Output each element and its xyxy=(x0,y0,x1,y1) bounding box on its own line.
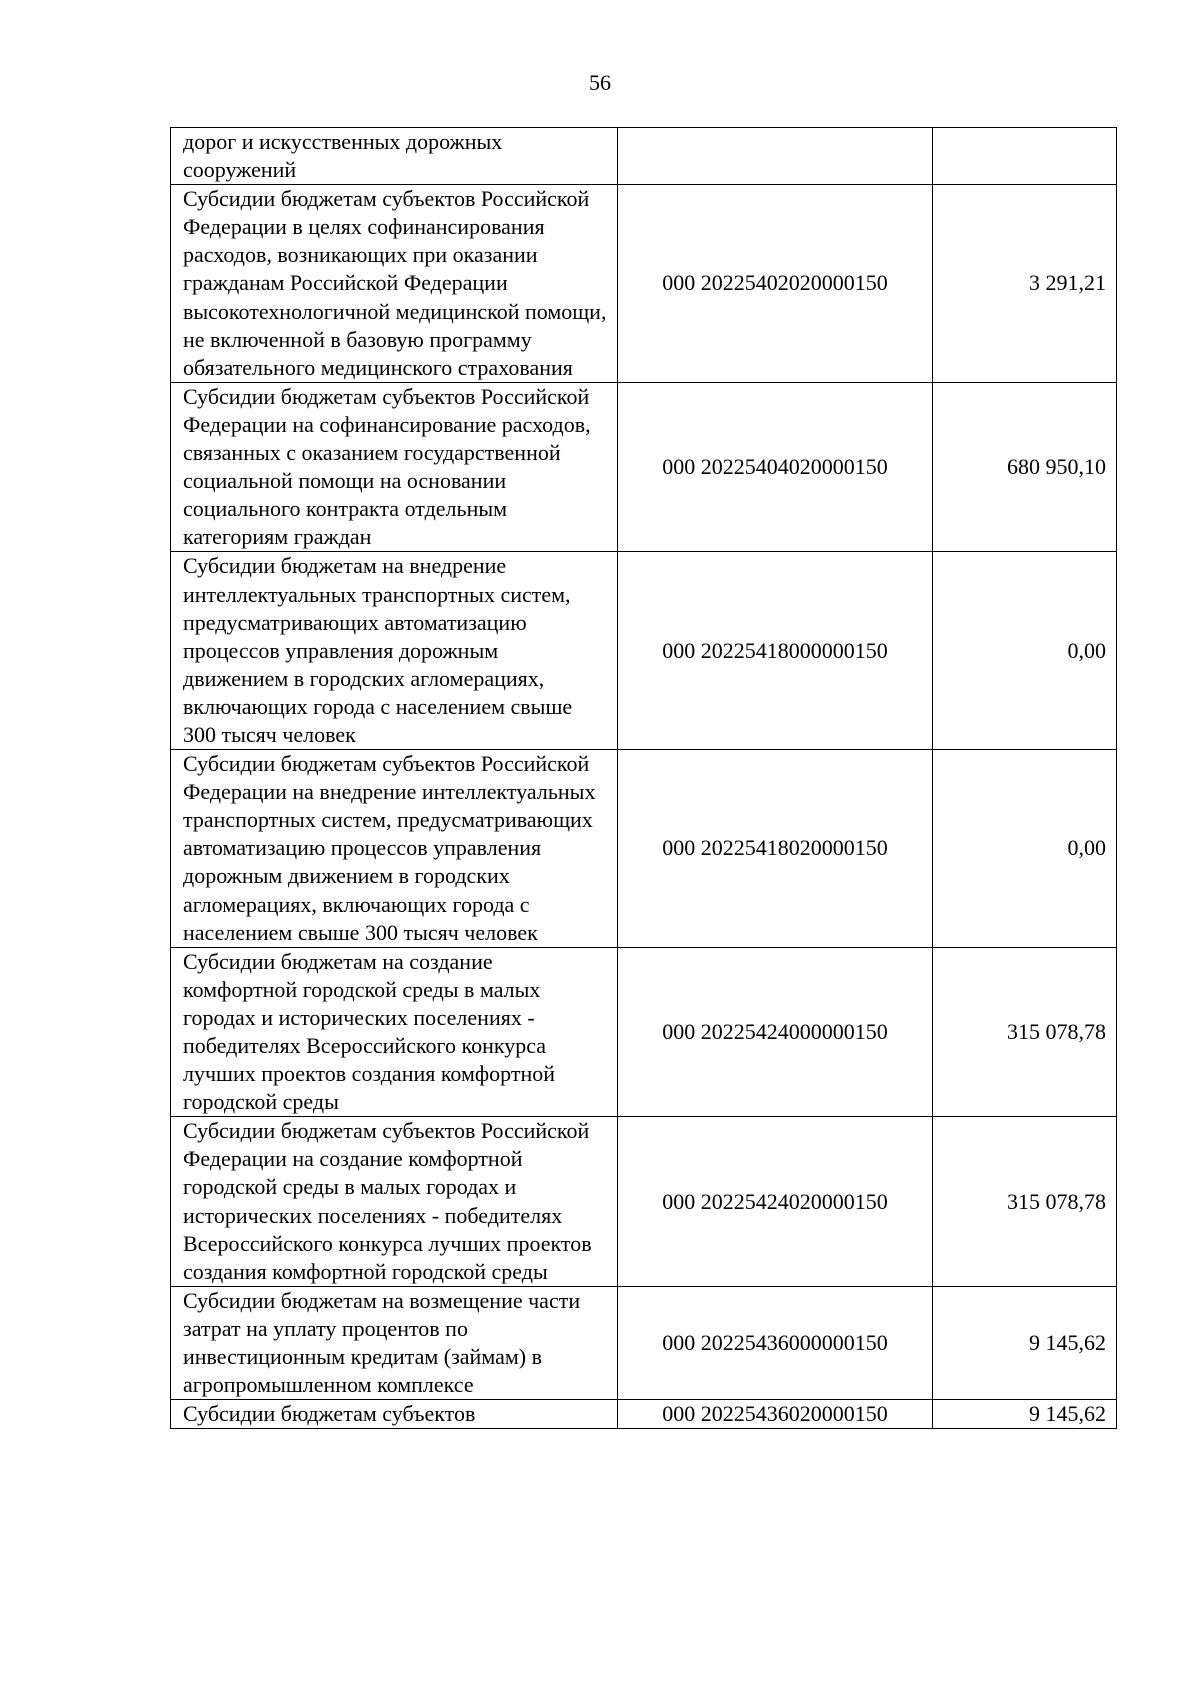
row-code: 000 20225418020000150 xyxy=(618,750,933,948)
row-code: 000 20225402020000150 xyxy=(618,185,933,383)
table-row xyxy=(171,1400,1117,1429)
row-code: 000 20225424000000150 xyxy=(618,947,933,1117)
table-row xyxy=(171,552,1117,750)
table-row xyxy=(171,185,1117,383)
row-description: Субсидии бюджетам на внедрение интеллектуальных транспортных систем, предусматривающих автоматизацию процессов управления дорожным движением в городских агломерациях, включающих города с населением свыше 300 тысяч человек xyxy=(171,552,618,750)
row-code: 000 20225418000000150 xyxy=(618,552,933,750)
row-code: 000 20225436020000150 xyxy=(618,1400,933,1429)
row-amount: 9 145,62 xyxy=(933,1286,1117,1399)
row-amount: 9 145,62 xyxy=(933,1400,1117,1429)
table-row xyxy=(171,382,1117,552)
row-code: 000 20225404020000150 xyxy=(618,382,933,552)
row-description: Субсидии бюджетам субъектов Российской Федерации на софинансирование расходов, связанных с оказанием государственной социальной помощи на основании социального контракта отдельным категориям граждан xyxy=(171,382,618,552)
row-description: Субсидии бюджетам на возмещение части затрат на уплату процентов по инвестиционным кредитам (займам) в агропромышленном комплексе xyxy=(171,1286,618,1399)
row-description: Субсидии бюджетам субъектов Российской Федерации на создание комфортной городской среды в малых городах и исторических поселениях - победителях Всероссийского конкурса лучших проектов создания комфортной городской среды xyxy=(171,1117,618,1287)
row-amount xyxy=(933,128,1117,185)
row-amount: 0,00 xyxy=(933,552,1117,750)
table-row xyxy=(171,750,1117,948)
row-amount: 680 950,10 xyxy=(933,382,1117,552)
table-row xyxy=(171,128,1117,185)
row-code: 000 20225424020000150 xyxy=(618,1117,933,1287)
row-amount: 3 291,21 xyxy=(933,185,1117,383)
row-description: Субсидии бюджетам субъектов xyxy=(171,1400,618,1429)
row-amount: 315 078,78 xyxy=(933,1117,1117,1287)
row-amount: 315 078,78 xyxy=(933,947,1117,1117)
row-description: Субсидии бюджетам субъектов Российской Федерации в целях софинансирования расходов, возникающих при оказании гражданам Российской Федерации высокотехнологичной медицинской помощи, не включенной в базовую программу обязательного медицинского страхования xyxy=(171,185,618,383)
row-description: Субсидии бюджетам на создание комфортной городской среды в малых городах и исторических поселениях - победителях Всероссийского конкурса лучших проектов создания комфортной городской среды xyxy=(171,947,618,1117)
row-code xyxy=(618,128,933,185)
table-row xyxy=(171,1286,1117,1399)
budget-table xyxy=(170,127,1117,1429)
row-amount: 0,00 xyxy=(933,750,1117,948)
page-number: 56 xyxy=(589,70,611,95)
table-row xyxy=(171,1117,1117,1287)
table-row xyxy=(171,947,1117,1117)
row-description: Субсидии бюджетам субъектов Российской Федерации на внедрение интеллектуальных транспортных систем, предусматривающих автоматизацию процессов управления дорожным движением в городских агломерациях, включающих города с населением свыше 300 тысяч человек xyxy=(171,750,618,948)
row-code: 000 20225436000000150 xyxy=(618,1286,933,1399)
row-description: дорог и искусственных дорожных сооружений xyxy=(171,128,618,185)
